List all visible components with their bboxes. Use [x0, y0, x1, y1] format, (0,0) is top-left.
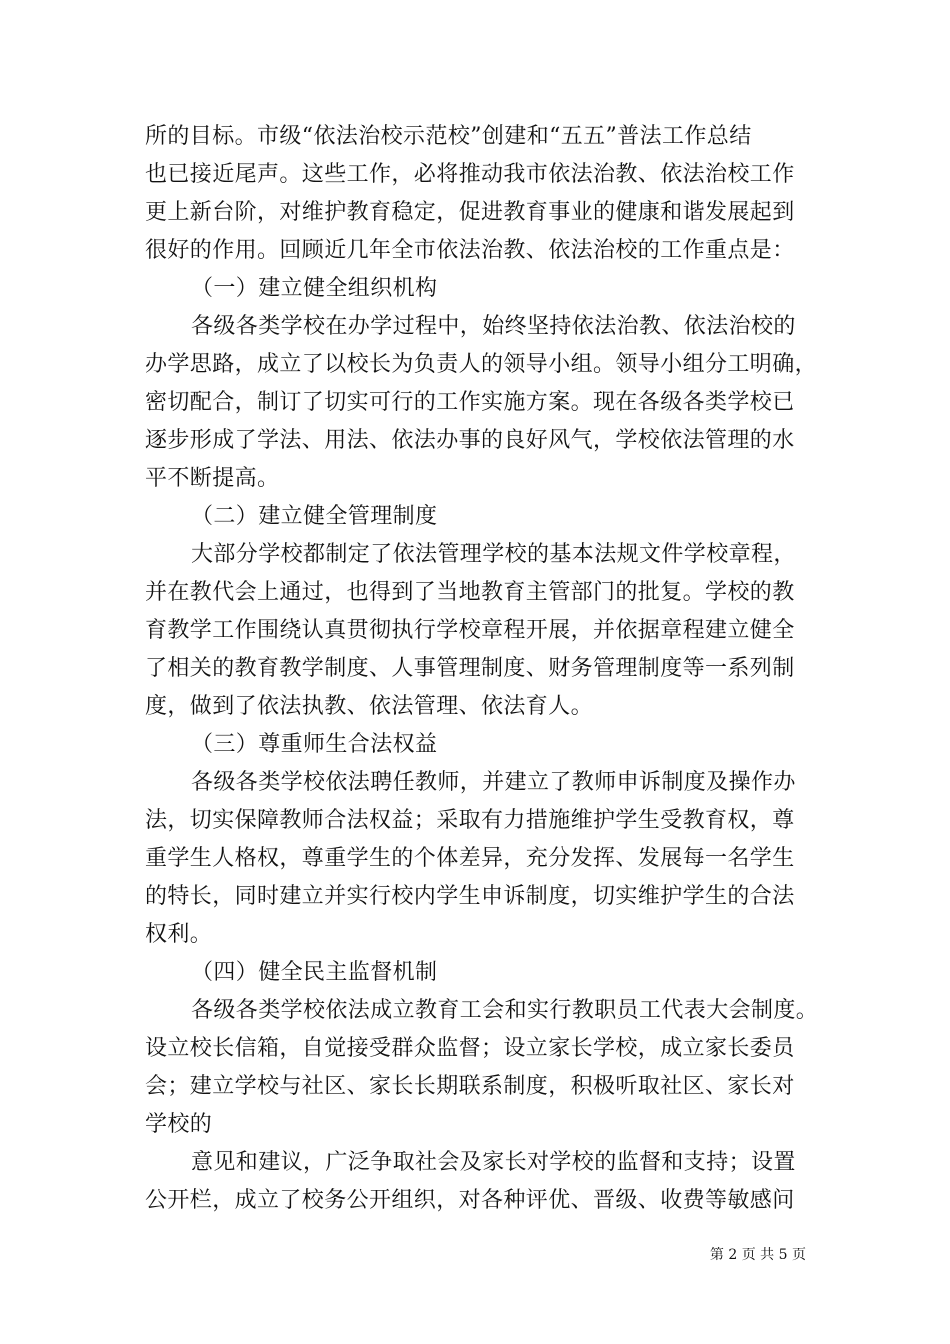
text-line: 很好的作用。回顾近几年全市依法治教、依法治校的工作重点是： [145, 238, 795, 263]
text-line: 平不断提高。 [145, 466, 280, 491]
text-line: 学校的 [145, 1112, 213, 1137]
text-line: 权利。 [145, 922, 213, 947]
page-number: 第 2 页 共 5 页 [709, 1247, 806, 1263]
text-line: 更上新台阶，对维护教育稳定，促进教育事业的健康和谐发展起到 [145, 200, 795, 225]
text-line: （一）建立健全组织机构 [191, 276, 438, 301]
text-line: 设立校长信箱，自觉接受群众监督；设立家长学校，成立家长委员 [145, 1036, 795, 1061]
text-line: 了相关的教育教学制度、人事管理制度、财务管理制度等一系列制 [145, 656, 795, 681]
text-line: 度，做到了依法执教、依法管理、依法育人。 [145, 694, 594, 719]
text-line: （四）健全民主监督机制 [191, 960, 438, 985]
text-line: 各级各类学校在办学过程中，始终坚持依法治教、依法治校的 [191, 314, 796, 339]
text-line: 意见和建议，广泛争取社会及家长对学校的监督和支持；设置 [191, 1150, 796, 1175]
text-line: 法，切实保障教师合法权益；采取有力措施维护学生受教育权，尊 [145, 808, 795, 833]
text-line: 育教学工作围绕认真贯彻执行学校章程开展，并依据章程建立健全 [145, 618, 795, 643]
text-line: （三）尊重师生合法权益 [191, 732, 438, 757]
text-line: 密切配合，制订了切实可行的工作实施方案。现在各级各类学校已 [145, 390, 795, 415]
document-body [145, 118, 825, 1220]
text-line: （二）建立健全管理制度 [191, 504, 438, 529]
text-line: 逐步形成了学法、用法、依法办事的良好风气，学校依法管理的水 [145, 428, 795, 453]
text-line: 办学思路，成立了以校长为负责人的领导小组。领导小组分工明确， [145, 352, 818, 377]
text-line: 各级各类学校依法聘任教师，并建立了教师申诉制度及操作办 [191, 770, 796, 795]
text-line: 各级各类学校依法成立教育工会和实行教职员工代表大会制度。 [191, 998, 819, 1023]
text-line: 大部分学校都制定了依法管理学校的基本法规文件学校章程， [191, 542, 796, 567]
text-line: 并在教代会上通过，也得到了当地教育主管部门的批复。学校的教 [145, 580, 795, 605]
text-line: 会；建立学校与社区、家长长期联系制度，积极听取社区、家长对 [145, 1074, 795, 1099]
text-line: 也已接近尾声。这些工作，必将推动我市依法治教、依法治校工作 [145, 162, 795, 187]
text-line: 公开栏，成立了校务公开组织，对各种评优、晋级、收费等敏感问 [145, 1188, 795, 1213]
text-line: 的特长，同时建立并实行校内学生申诉制度，切实维护学生的合法 [145, 884, 795, 909]
text-line: 所的目标。市级“依法治校示范校”创建和“五五”普法工作总结 [145, 124, 752, 149]
text-line: 重学生人格权，尊重学生的个体差异，充分发挥、发展每一名学生 [145, 846, 795, 871]
